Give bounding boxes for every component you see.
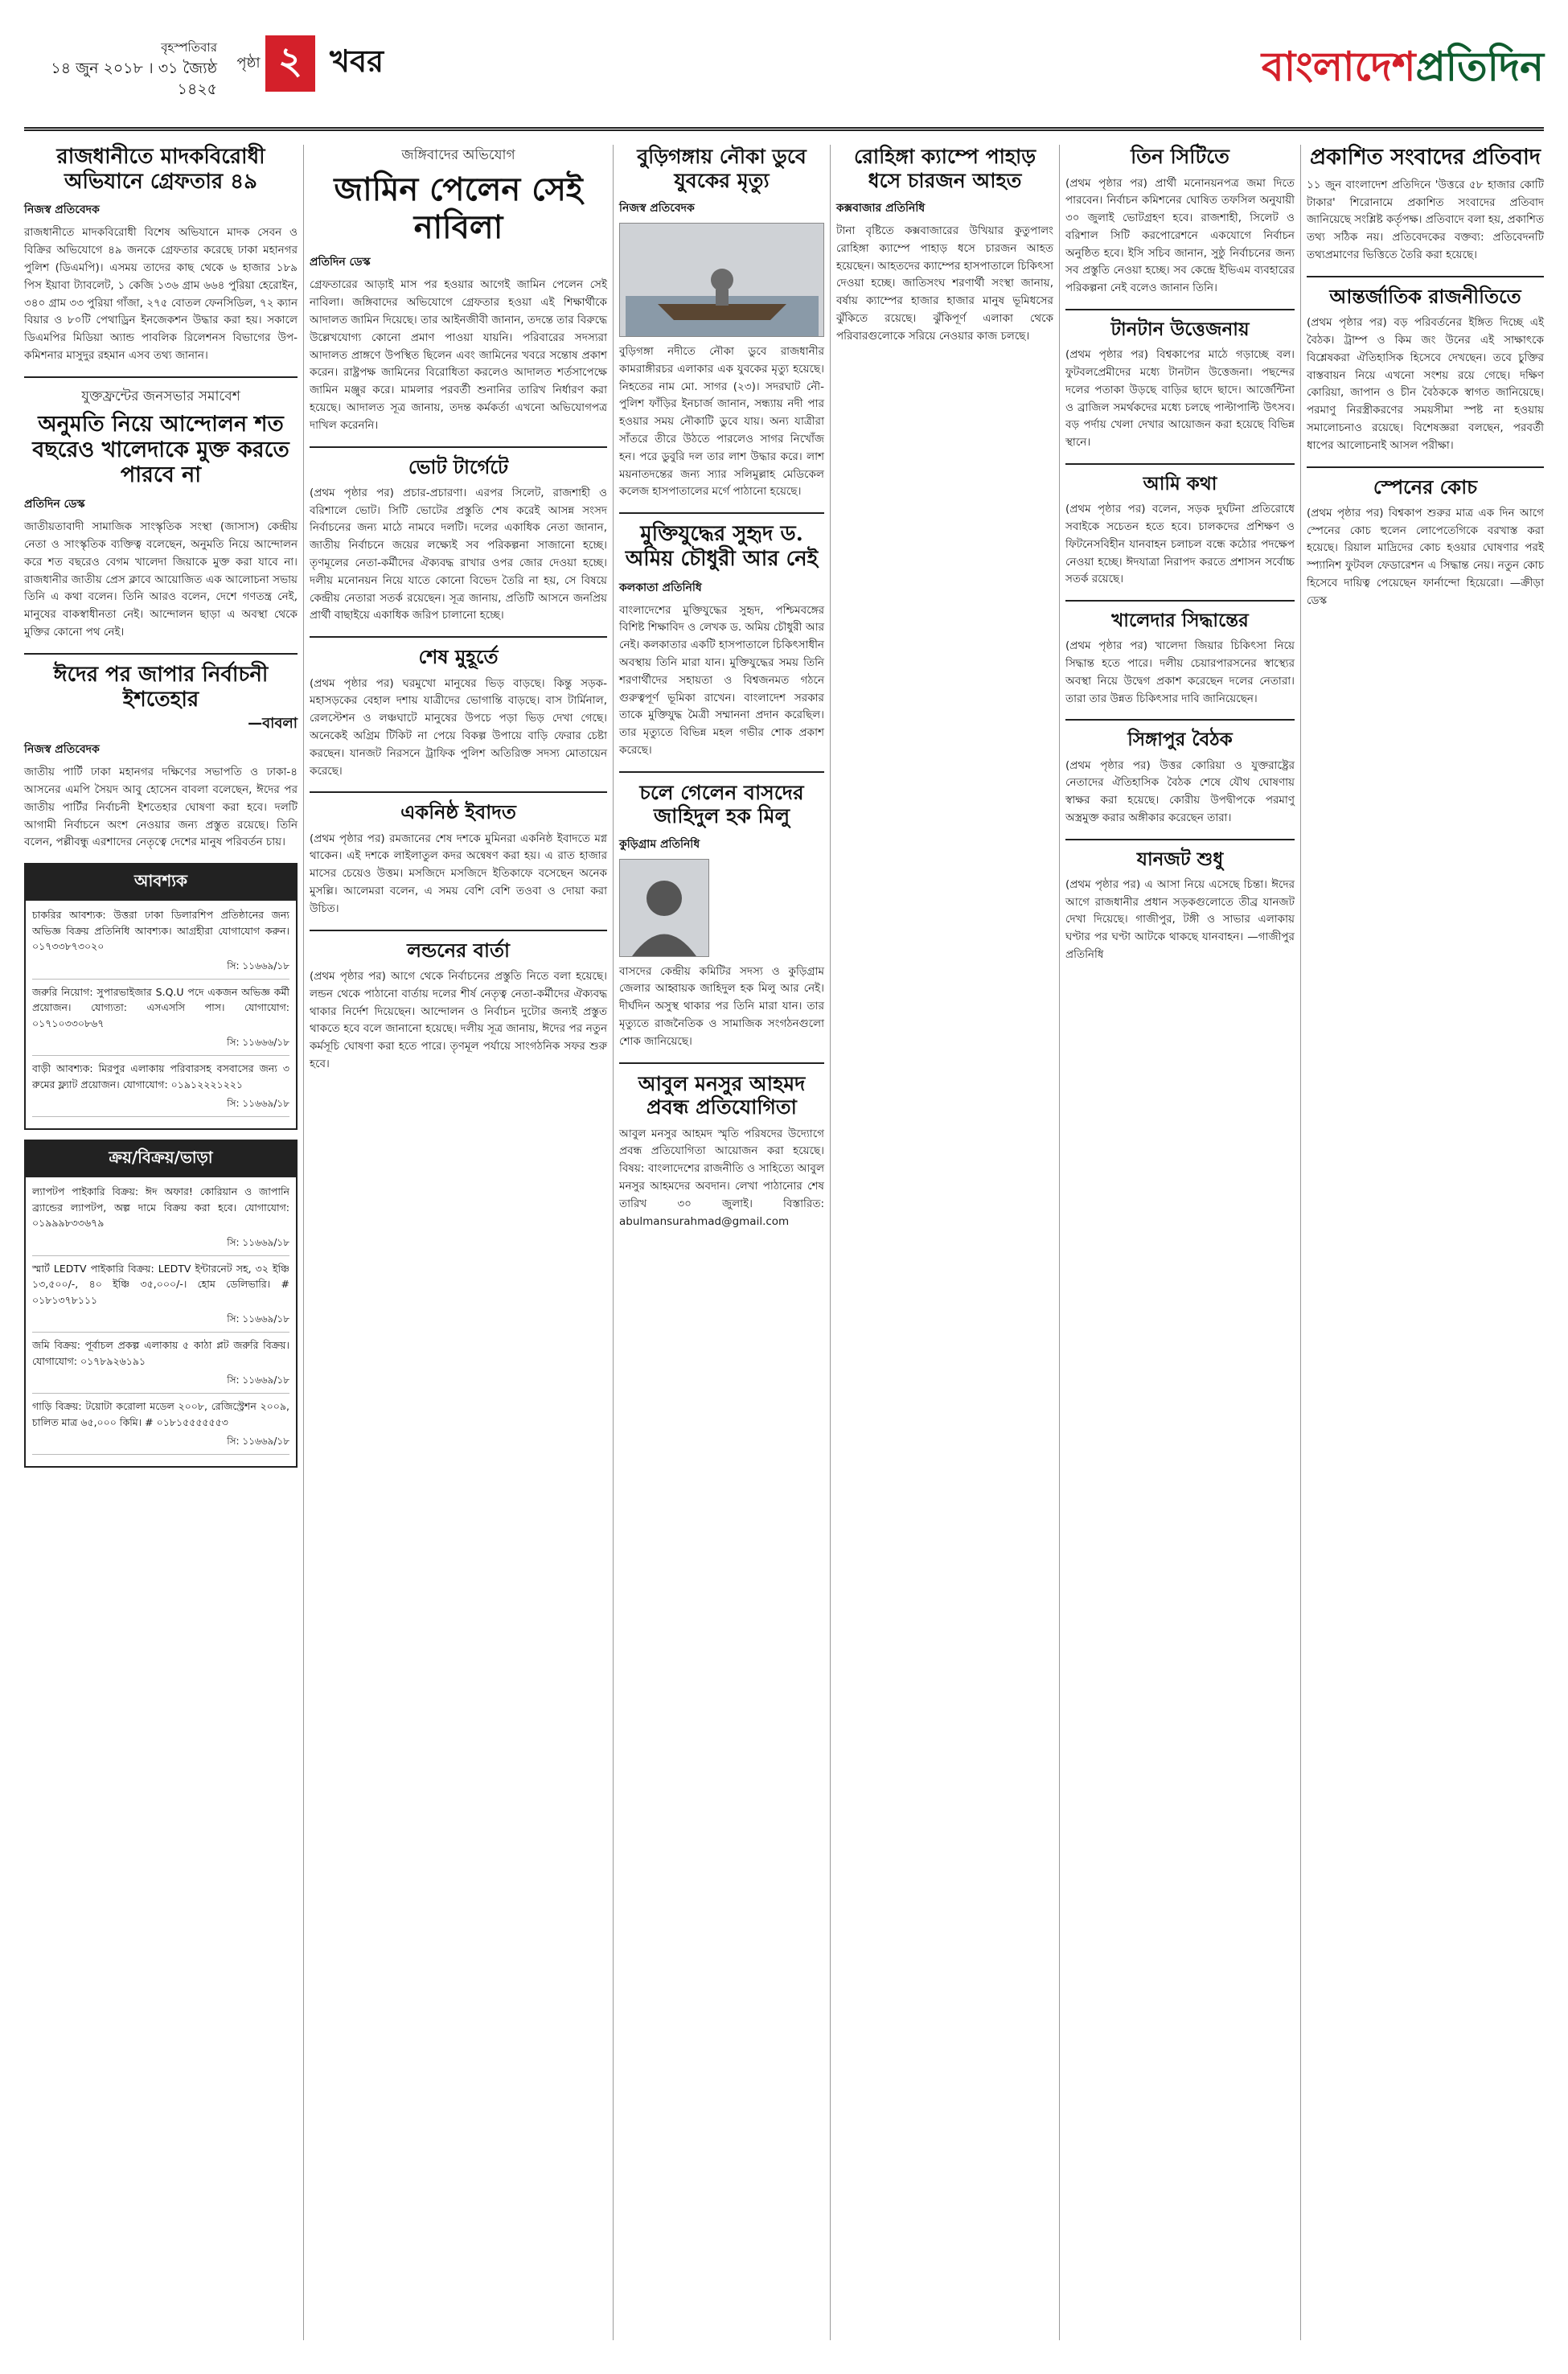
column-5: [1065, 145, 1295, 975]
date-block: [24, 37, 217, 100]
photo-boat-icon: [626, 232, 819, 336]
byline: প্রতিদিন ডেস্ক: [24, 498, 85, 511]
article-last-moment[interactable]: [310, 646, 607, 780]
classified-ref: সি: ১১৬৬৯/১৮: [32, 1435, 289, 1455]
article-singapore-summit[interactable]: [1065, 729, 1295, 827]
classified-ref: সি: ১১৬৬৯/১৮: [32, 959, 289, 980]
article-traffic-jam[interactable]: [1065, 848, 1295, 964]
article-intl-politics[interactable]: [1307, 285, 1544, 455]
article-vote-target[interactable]: [310, 456, 607, 626]
divider: [1065, 839, 1295, 840]
divider: [24, 653, 298, 655]
portrait-photo: [619, 859, 709, 957]
divider: [619, 1062, 824, 1064]
divider: [310, 930, 607, 931]
classified-ad: স্মার্ট LEDTV পাইকারি বিক্রয়: LEDTV ইন্টারনেট সহ, ৩২ ইঞ্চি ১৩,৫০০/-, ৪০ ইঞ্চি ৩৫,০০০/-। হোম ডেলিভারি। # ০১৮১৩৭৮১১১: [32, 1262, 289, 1306]
byline: কুড়িগ্রাম প্রতিনিধি: [619, 837, 700, 851]
headline: ভোট টার্গেটে: [408, 454, 509, 478]
article-body: রাজধানীতে মাদকবিরোধী বিশেষ অভিযানে মাদক সেবন ও বিক্রির অভিযোগে ৪৯ জনকে গ্রেফতার করেছে ঢাকা মহানগর পুলিশ (ডিএমপি)। এসময় তাদের কাছ থেকে ৬ হাজার ১৮৯ পিস ইয়াবা ট্যাবলেট, ১ কেজি ১৩৬ গ্রাম ৬৬৪ পুরিয়া হেরোইন, ৩৪০ গ্রাম ৩৩ পুরিয়া গাঁজা, ২৭৫ বোতল ফেনসিডিল, ৭২ ক্যান বিয়ার ও ৮০টি পেথাড্রিন ইনজেকশন উদ্ধার করা হয়। সকালে ডিএমপির মিডিয়া অ্যান্ড পাবলিক রিলেশনস বিভাগের উপ-কমিশনার মাসুদুর রহমান এসব তথ্য জানান।: [24, 226, 298, 362]
headline: খালেদার সিদ্ধান্তের: [1111, 610, 1249, 632]
column-rule: [613, 145, 614, 2340]
article-body: (প্রথম পৃষ্ঠার পর) প্রচার-প্রচারণা। এরপর সিলেট, রাজশাহী ও বরিশালে ভোট। সিটি ভোটের প্রস্তুতি শেষ করেই আসন্ন সংসদ নির্বাচনের জন্য মাঠে নামবে দলটি। দলের একাধিক নেতা জানান, জাতীয় নির্বাচনে জয়ের লক্ষ্যেই সব পরিকল্পনা সাজানো হচ্ছে। তৃণমূলের নেতা-কর্মীদের ঐক্যবদ্ধ রাখার ওপর জোর দেওয়া হচ্ছে। দলীয় মনোনয়ন নিয়ে যাতে কোনো বিভেদ তৈরি না হয়, সে বিষয়ে কেন্দ্রীয় নেতারা সতর্ক রয়েছেন। সূত্র জানায়, প্রতিটি আসনে জনপ্রিয় প্রার্থী বাছাইয়ে একাধিক জরিপ চালানো হচ্ছে।: [310, 486, 607, 622]
article-london-message[interactable]: [310, 939, 607, 1074]
article-jahidul-milu[interactable]: [619, 781, 824, 1051]
article-japa-manifesto[interactable]: [24, 663, 298, 852]
section-title: খবর: [330, 43, 384, 79]
article-body: (প্রথম পৃষ্ঠার পর) বলেন, সড়ক দুর্ঘটনা প্রতিরোধে সবাইকে সচেতন হতে হবে। চালকদের প্রশিক্ষণ ও ফিটনেসবিহীন যানবাহন চলাচল বন্ধে কঠোর পদক্ষেপ নেওয়া হচ্ছে। ঈদযাত্রা নিরাপদ করতে প্রশাসন সর্বোচ্চ সতর্ক রয়েছে।: [1065, 503, 1295, 586]
article-body: (প্রথম পৃষ্ঠার পর) রমজানের শেষ দশকে মুমিনরা একনিষ্ঠ ইবাদতে মগ্ন থাকেন। এই দশকে লাইলাতুল কদর অন্বেষণ করা হয়। এ রাত হাজার মাসের চেয়েও উত্তম। মসজিদে মসজিদে ইতিকাফে বসেছেন অনেক মুসল্লি। আলেমরা বলেন, এ সময় বেশি বেশি তওবা ও দোয়া করা উচিত।: [310, 832, 607, 915]
column-1: [24, 145, 298, 1477]
news-photo: [619, 223, 824, 337]
headline: প্রকাশিত সংবাদের প্রতিবাদ: [1309, 145, 1541, 170]
article-khaleda-decision[interactable]: [1065, 610, 1295, 708]
classified-ref: সি: ১১৬৬৯/১৮: [32, 1374, 289, 1394]
kicker: জঙ্গিবাদের অভিযোগ: [401, 147, 515, 163]
article-body: জাতীয়তাবাদী সামাজিক সাংস্কৃতিক সংস্থা (জাসাস) কেন্দ্রীয় নেতা ও সাংস্কৃতিক ব্যক্তিত্ব বলেছেন, অনুমতি নিয়ে আন্দোলন করে শত বছরেও বেগম খালেদা জিয়াকে মুক্ত করা যাবে না। রাজধানীর জাতীয় প্রেস ক্লাবে আয়োজিত এক আলোচনা সভায় তিনি এ কথা বলেন। তিনি আরও বলেন, দেশে গণতন্ত্র নেই, মানুষের বাকস্বাধীনতা নেই। আন্দোলন ছাড়া এ অবস্থা থেকে মুক্তির কোনো পথ নেই।: [24, 520, 298, 639]
column-rule: [1300, 145, 1301, 2340]
headline: একনিষ্ঠ ইবাদত: [400, 800, 516, 824]
article-amiya-chowdhury[interactable]: [619, 522, 824, 760]
classified-ref: সি: ১১৬৬৯/১৮: [32, 1312, 289, 1333]
divider: [1065, 463, 1295, 465]
headline: আবুল মনসুর আহমদ প্রবন্ধ প্রতিযোগিতা: [638, 1071, 806, 1119]
headline: চলে গেলেন বাসদের জাহিদুল হক মিলু: [639, 780, 804, 828]
article-body: জাতীয় পার্টি ঢাকা মহানগর দক্ষিণের সভাপতি ও ঢাকা-৪ আসনের এমপি সৈয়দ আবু হোসেন বাবলা বলেছেন, ঈদের পর জাতীয় পার্টির নির্বাচনী ইশতেহার ঘোষণা করা হবে। দলটি আগামী নির্বাচনে অংশ নেওয়ার জন্য প্রস্তুত রয়েছে। তিনি বলেন, পল্লীবন্ধু এরশাদের নেতৃত্বে দেশের মানুষ পরিবর্তন চায়।: [24, 766, 298, 849]
article-ami-kotha[interactable]: [1065, 473, 1295, 589]
newspaper-logo[interactable]: [1262, 37, 1544, 104]
classified-ref: সি: ১১৬৬৯/১৮: [32, 1236, 289, 1256]
article-essay-contest[interactable]: [619, 1072, 824, 1231]
article-drug-raid[interactable]: [24, 145, 298, 365]
divider: [1065, 719, 1295, 721]
classified-ref: সি: ১১৬৬৬/১৮: [32, 1036, 289, 1056]
byline: নিজস্ব প্রতিবেদক: [619, 202, 695, 215]
article-body: (প্রথম পৃষ্ঠার পর) উত্তর কোরিয়া ও যুক্তরাষ্ট্রের নেতাদের ঐতিহাসিক বৈঠক শেষে যৌথ ঘোষণায় স্বাক্ষর করা হয়েছে। কোরীয় উপদ্বীপকে পরমাণু অস্ত্রমুক্ত করার অঙ্গীকার করেছেন তারা।: [1065, 758, 1295, 824]
divider: [1065, 600, 1295, 602]
headline: লন্ডনের বার্তা: [407, 938, 510, 962]
article-body: বাংলাদেশের মুক্তিযুদ্ধের সুহৃদ, পশ্চিমবঙ্গের বিশিষ্ট শিক্ষাবিদ ও লেখক ড. অমিয় চৌধুরী আর নেই। কলকাতার একটি হাসপাতালে চিকিৎসাধীন অবস্থায় তিনি মারা যান। মুক্তিযুদ্ধের সময় তিনি শরণার্থীদের সহায়তা ও বিশ্বজনমত গঠনে গুরুত্বপূর্ণ ভূমিকা রাখেন। বাংলাদেশ সরকার তাকে মুক্তিযুদ্ধ মৈত্রী সম্মাননা প্রদান করেছিল। তার মৃত্যুতে বিভিন্ন মহল গভীর শোক প্রকাশ করেছে।: [619, 603, 824, 757]
headline: যানজট শুধু: [1136, 848, 1224, 870]
article-body: (প্রথম পৃষ্ঠার পর) বিশ্বকাপ শুরুর মাত্র এক দিন আগে স্পেনের কোচ হুলেন লোপেতেগিকে বরখাস্ত করা হয়েছে। রিয়াল মাদ্রিদের কোচ হওয়ার ঘোষণার পরই স্প্যানিশ ফুটবল ফেডারেশন এ সিদ্ধান্ত নেয়। নতুন কোচ হিসেবে দায়িত্ব পেয়েছেন ফার্নান্দো হিয়েরো। —ক্রীড়া ডেস্ক: [1307, 506, 1544, 607]
headline: ঈদের পর জাপার নির্বাচনী ইশতেহার: [53, 662, 269, 712]
classified-ads-wanted: [24, 863, 298, 1130]
article-body: টানা বৃষ্টিতে কক্সবাজারের উখিয়ার কুতুপালং রোহিঙ্গা ক্যাম্পে পাহাড় ধসে চারজন আহত হয়েছেন। আহতদের ক্যাম্পের হাসপাতালে চিকিৎসা দেওয়া হচ্ছে। জাতিসংঘ শরণার্থী সংস্থা জানায়, বর্ষায় ক্যাম্পের হাজার হাজার মানুষ ভূমিধসের ঝুঁকিতে রয়েছে। ঝুঁকিপূর্ণ এলাকা থেকে পরিবারগুলোকে সরিয়ে নেওয়ার কাজ চলছে।: [836, 224, 1053, 343]
classified-ad: জরুরি নিয়োগ: সুপারভাইজার S.Q.U পদে একজন অভিজ্ঞ কর্মী প্রয়োজন। যোগ্যতা: এসএসসি পাস। যোগাযোগ: ০১৭১০৩৩০৮৬৭: [32, 985, 289, 1029]
classified-ad: জমি বিক্রয়: পূর্বাচল প্রকল্প এলাকায় ৫ কাঠা প্লট জরুরি বিক্রয়। যোগাযোগ: ০১৭৮৯২৬১৯১: [32, 1339, 289, 1367]
divider: [619, 512, 824, 514]
column-6: [1307, 145, 1544, 622]
column-rule: [830, 145, 831, 2340]
divider: [310, 636, 607, 638]
article-body: আবুল মনসুর আহমদ স্মৃতি পরিষদের উদ্যোগে প্রবন্ধ প্রতিযোগিতা আয়োজন করা হয়েছে। বিষয়: বাংলাদেশের রাজনীতি ও সাহিত্যে আবুল মনসুর আহমদের অবদান। লেখা পাঠানোর শেষ তারিখ ৩০ জুলাই। বিস্তারিত: abulmansurahmad@gmail.com: [619, 1127, 824, 1228]
article-body: (প্রথম পৃষ্ঠার পর) ঘরমুখো মানুষের ভিড় বাড়ছে। কিন্তু সড়ক-মহাসড়কের বেহাল দশায় যাত্রীদের ভোগান্তি বাড়ছে। বাস টার্মিনাল, রেলস্টেশন ও লঞ্চঘাটে মানুষের উপচে পড়া ভিড় দেখা গেছে। অনেকেই অগ্রিম টিকিট না পেয়ে বিকল্প উপায়ে বাড়ি ফেরার চেষ্টা করছেন। যানজট নিরসনে ট্রাফিক পুলিশ অতিরিক্ত সদস্য মোতায়েন করেছে।: [310, 676, 607, 778]
headline: রাজধানীতে মাদকবিরোধী অভিযানে গ্রেফতার ৪৯: [56, 145, 265, 194]
byline: কলকাতা প্রতিনিধি: [619, 581, 702, 594]
article-excitement[interactable]: [1065, 318, 1295, 452]
divider: [619, 771, 824, 773]
article-rejoinder[interactable]: [1307, 145, 1544, 265]
divider: [24, 376, 298, 378]
divider: [310, 791, 607, 793]
article-nabila-bail[interactable]: [310, 145, 607, 435]
classified-ads-sale: [24, 1140, 298, 1468]
headline: টানটান উত্তেজনায়: [1110, 318, 1250, 341]
headline: তিন সিটিতে: [1131, 145, 1229, 168]
article-body: গ্রেফতারের আড়াই মাস পর হওয়ার আগেই জামিন পেলেন সেই নাবিলা। জঙ্গিবাদের অভিযোগে গ্রেফতার হওয়া এই শিক্ষার্থীকে আদালত জামিন দিয়েছে। তার আইনজীবী জানান, তদন্তে তার বিরুদ্ধে উল্লেখযোগ্য কোনো প্রমাণ পাওয়া যায়নি। পরিবারের সদস্যরা আদালত প্রাঙ্গণে উপস্থিত ছিলেন এবং জামিনের খবরে সন্তোষ প্রকাশ করেন। রাষ্ট্রপক্ষ জামিনের বিরোধিতা করলেও আদালত শর্তসাপেক্ষে জামিন মঞ্জুর করে। মামলার পরবর্তী শুনানির তারিখ নির্ধারণ করা হয়েছে। আদালত সূত্র জানায়, তদন্ত কর্মকর্তা এখনো অভিযোগপত্র দাখিল করেননি।: [310, 278, 607, 432]
page-word: পৃষ্ঠা: [236, 54, 261, 72]
article-devotion[interactable]: [310, 801, 607, 918]
divider: [1307, 276, 1544, 277]
headline: আন্তর্জাতিক রাজনীতিতে: [1329, 284, 1521, 308]
headline: রোহিঙ্গা ক্যাম্পে পাহাড় ধসে চারজন আহত: [853, 145, 1036, 192]
article-body: (প্রথম পৃষ্ঠার পর) বড় পরিবর্তনের ইঙ্গিত দিচ্ছে এই বৈঠক। ট্রাম্প ও কিম জং উনের এই সাক্ষাৎকে বিশ্লেষকরা ঐতিহাসিক হিসেবে দেখছেন। তবে চুক্তির বাস্তবায়ন নিয়ে এখনো সংশয় রয়ে গেছে। দক্ষিণ কোরিয়া, জাপান ও চীন বৈঠককে স্বাগত জানিয়েছে। পরমাণু নিরস্ত্রীকরণের সময়সীমা স্পষ্ট না হওয়ায় সমালোচনাও রয়েছে। বিশেষজ্ঞরা বলছেন, পরবর্তী ধাপের আলোচনাই আসল পরীক্ষা।: [1307, 316, 1544, 452]
divider: [1307, 466, 1544, 468]
divider: [1065, 309, 1295, 310]
headline: মুক্তিযুদ্ধের সুহৃদ ড. অমিয় চৌধুরী আর নেই: [625, 522, 819, 571]
headline: বুড়িগঙ্গায় নৌকা ডুবে যুবকের মৃত্যু: [637, 145, 807, 192]
headline: সিঙ্গাপুর বৈঠক: [1127, 729, 1233, 751]
byline: নিজস্ব প্রতিবেদক: [24, 743, 100, 757]
article-rohingya-landslide[interactable]: [836, 145, 1053, 346]
issue-date: ১৪ জুন ২০১৮ । ৩১ জ্যৈষ্ঠ ১৪২৫: [51, 60, 217, 98]
classified-header: আবশ্যক: [26, 865, 296, 901]
page-number: ২: [265, 35, 315, 92]
column-rule: [1059, 145, 1060, 2340]
headline: অনুমতি নিয়ে আন্দোলন শত বছরেও খালেদাকে মুক্ত করতে পারবে না: [32, 411, 289, 488]
headline: স্পেনের কোচ: [1373, 474, 1478, 499]
classified-ad: ল্যাপটপ পাইকারি বিক্রয়: ঈদ অফার! কোরিয়ান ও জাপানি ব্র্যান্ডের ল্যাপটপ, অল্প দামে বিক্রয় করা হবে। যোগাযোগ: ০১৯৯৯৮৩৩৬৭৯: [32, 1185, 289, 1230]
article-body: ১১ জুন বাংলাদেশ প্রতিদিনে 'উত্তরে ৫৮ হাজার কোটি টাকার' শিরোনামে প্রকাশিত সংবাদের প্রতিবাদ জানিয়েছে সংশ্লিষ্ট কর্তৃপক্ষ। প্রতিবাদে বলা হয়, প্রকাশিত তথ্য সঠিক নয়। প্রতিবেদকের বক্তব্য: প্রতিবেদনটি তথ্যপ্রমাণের ভিত্তিতে তৈরি করা হয়েছে।: [1307, 178, 1544, 262]
article-body: বুড়িগঙ্গা নদীতে নৌকা ডুবে রাজধানীর কামরাঙ্গীরচর এলাকার এক যুবকের মৃত্যু হয়েছে। নিহতের নাম মো. সাগর (২৩)। সদরঘাট নৌ-পুলিশ ফাঁড়ির ইনচার্জ জানান, সন্ধ্যায় নদী পার হওয়ার সময় নৌকাটি ডুবে যায়। অন্য যাত্রীরা সাঁতরে তীরে উঠতে পারলেও সাগর নিখোঁজ হন। পরে ডুবুরি দল তার লাশ উদ্ধার করে। লাশ ময়নাতদন্তের জন্য স্যার সলিমুল্লাহ মেডিকেল কলেজ হাসপাতালের মর্গে পাঠানো হয়েছে।: [619, 345, 824, 499]
logo-part-1: বাংলাদেশ: [1261, 43, 1416, 90]
person-icon: [624, 868, 704, 956]
column-2: [310, 145, 607, 1085]
classified-ad: চাকরির আবশ্যক: উত্তরা ঢাকা ডিলারশিপ প্রতিষ্ঠানের জন্য অভিজ্ঞ বিক্রয় প্রতিনিধি আবশ্যক। আগ্রহীরা যোগাযোগ করুন। ০১৭৩৩৮৭৩০২০: [32, 909, 289, 953]
divider: [310, 446, 607, 448]
article-body: (প্রথম পৃষ্ঠার পর) প্রার্থী মনোনয়নপত্র জমা দিতে পারবেন। নির্বাচন কমিশনের ঘোষিত তফসিল অনুযায়ী ৩০ জুলাই ভোটগ্রহণ হবে। রাজশাহী, সিলেট ও বরিশাল সিটি করপোরেশনে একযোগে নির্বাচন অনুষ্ঠিত হবে। ইসি সচিব জানান, সুষ্ঠু নির্বাচনের জন্য সব প্রস্তুতি নেওয়া হচ্ছে। সব কেন্দ্রে ইভিএম ব্যবহারের পরিকল্পনা নেই বলেও জানান তিনি।: [1065, 176, 1295, 295]
column-rule: [303, 145, 304, 2340]
byline: নিজস্ব প্রতিবেদক: [24, 203, 100, 217]
headline: আমি কথা: [1143, 472, 1217, 495]
classified-ref: সি: ১১৬৬৯/১৮: [32, 1097, 289, 1117]
byline: কক্সবাজার প্রতিনিধি: [836, 202, 926, 215]
article-three-cities[interactable]: [1065, 145, 1295, 298]
article-spain-coach[interactable]: [1307, 476, 1544, 610]
article-body: (প্রথম পৃষ্ঠার পর) এ আসা নিয়ে এসেছে চিন্তা। ঈদের আগে রাজধানীর প্রধান সড়কগুলোতে তীব্র যানজট দেখা দিয়েছে। গাজীপুর, টঙ্গী ও সাভার এলাকায় ঘণ্টার পর ঘণ্টা আটকে থাকছে যানবাহন। —গাজীপুর প্রতিনিধি: [1065, 877, 1295, 962]
masthead: [24, 32, 1544, 131]
headline: শেষ মুহূর্তে: [418, 645, 499, 669]
column-4: [836, 145, 1053, 357]
classified-header: ক্রয়/বিক্রয়/ভাড়া: [26, 1141, 296, 1177]
article-body: বাসদের কেন্দ্রীয় কমিটির সদস্য ও কুড়িগ্রাম জেলার আহ্বায়ক জাহিদুল হক মিলু আর নেই। দীর্ঘদিন অসুস্থ থাকার পর তিনি মারা যান। তার মৃত্যুতে রাজনৈতিক ও সামাজিক সংগঠনগুলো শোক জানিয়েছে।: [619, 964, 824, 1048]
article-body: (প্রথম পৃষ্ঠার পর) খালেদা জিয়ার চিকিৎসা নিয়ে সিদ্ধান্ত হতে পারে। দলীয় চেয়ারপারসনের স্বাস্থ্যের অবস্থা নিয়ে উদ্বেগ প্রকাশ করেছেন দলের নেতারা। তারা তার উন্নত চিকিৎসার দাবি জানিয়েছেন।: [1065, 639, 1295, 705]
logo-part-2: প্রতিদিন: [1415, 43, 1544, 90]
article-boat-capsize[interactable]: [619, 145, 824, 501]
article-body: (প্রথম পৃষ্ঠার পর) আগে থেকে নির্বাচনের প্রস্তুতি নিতে বলা হয়েছে। লন্ডন থেকে পাঠানো বার্তায় দলের শীর্ষ নেতৃত্ব নেতা-কর্মীদের ঐক্যবদ্ধ থাকার নির্দেশ দিয়েছেন। আন্দোলন ও নির্বাচন দুটোর জন্যই প্রস্তুত থাকতে হবে বলে জানানো হয়েছে। দলীয় সূত্র জানায়, ঈদের পর নতুন কর্মসূচি ঘোষণা করা হতে পারে। তৃণমূল পর্যায়ে সাংগঠনিক সফর শুরু হবে।: [310, 969, 607, 1070]
classified-ad: বাড়ী আবশ্যক: মিরপুর এলাকায় পরিবারসহ বসবাসের জন্য ৩ রুমের ফ্ল্যাট প্রয়োজন। যোগাযোগ: ০১৯১২২২১২২১: [32, 1062, 289, 1090]
article-movement-permission[interactable]: [24, 386, 298, 642]
classified-ad: গাড়ি বিক্রয়: টয়োটা করোলা মডেল ২০০৮, রেজিস্ট্রেশন ২০০৯, চালিত মাত্র ৬৫,০০০ কিমি। # ০১৮১৫৫৫৫৫৫৩: [32, 1400, 289, 1428]
headline: জামিন পেলেন সেই নাবিলা: [334, 170, 583, 247]
weekday: বৃহস্পতিবার: [161, 40, 217, 55]
article-body: (প্রথম পৃষ্ঠার পর) বিশ্বকাপের মাঠে গড়াচ্ছে বল। ফুটবলপ্রেমীদের মধ্যে টানটান উত্তেজনা। পছন্দের দলের পতাকা উড়ছে বাড়ির ছাদে ছাদে। আর্জেন্টিনা ও ব্রাজিল সমর্থকদের মধ্যে চলছে পাল্টাপাল্টি উৎসব। বড় পর্দায় খেলা দেখার আয়োজন করা হয়েছে বিভিন্ন স্থানে।: [1065, 348, 1295, 450]
column-3: [619, 145, 824, 1242]
byline: প্রতিদিন ডেস্ক: [310, 256, 371, 269]
kicker: যুক্তফ্রন্টের জনসভার সমাবেশ: [81, 388, 240, 405]
page-indicator: [232, 35, 384, 92]
headline-tail: —বাবলা: [248, 715, 298, 733]
